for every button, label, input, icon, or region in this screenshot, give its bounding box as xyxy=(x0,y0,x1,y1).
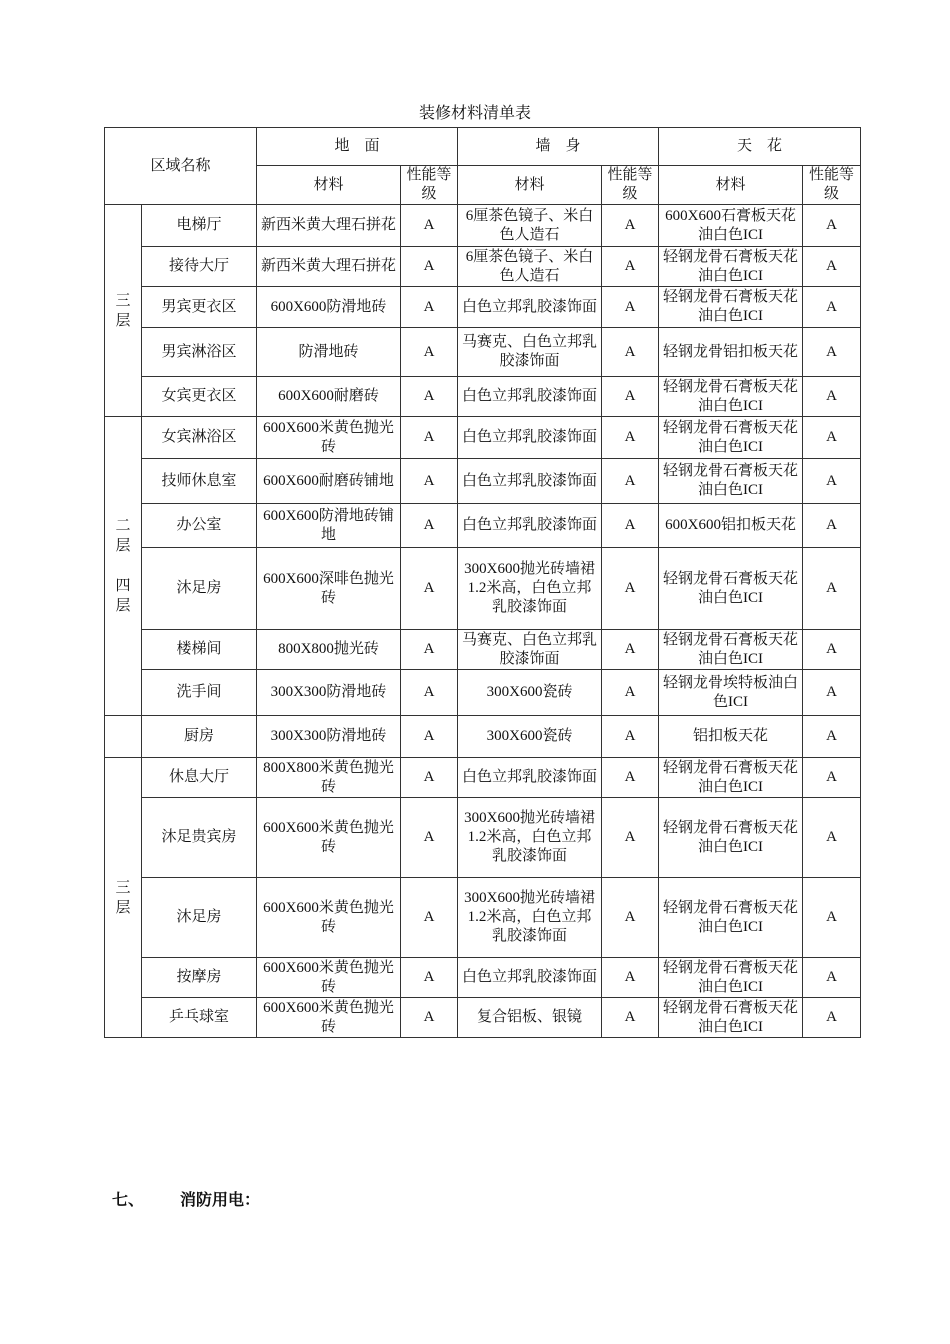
table-row xyxy=(105,205,861,247)
table-row xyxy=(105,716,861,758)
floor-grade-cell: A xyxy=(401,878,458,958)
ceiling-grade-cell: A xyxy=(803,377,861,417)
ceiling-grade-cell: A xyxy=(803,878,861,958)
ceiling-material-cell: 轻钢龙骨石膏板天花油白色ICI xyxy=(659,417,803,459)
floor-label-char: 二 xyxy=(115,518,131,534)
floor-material-cell: 600X600耐磨砖 xyxy=(257,377,401,417)
ceiling-grade-cell: A xyxy=(803,630,861,670)
area-cell: 接待大厅 xyxy=(142,247,257,287)
header-floor-material: 材料 xyxy=(257,166,401,205)
wall-grade-cell: A xyxy=(602,878,659,958)
area-cell: 休息大厅 xyxy=(142,758,257,798)
ceiling-grade-cell: A xyxy=(803,798,861,878)
wall-grade-cell: A xyxy=(602,504,659,548)
wall-grade-cell: A xyxy=(602,328,659,377)
ceiling-material-cell: 轻钢龙骨石膏板天花油白色ICI xyxy=(659,798,803,878)
section-number: 七、 xyxy=(112,1190,145,1209)
wall-material-cell: 300X600抛光砖墙裙1.2米高，白色立邦乳胶漆饰面 xyxy=(458,878,602,958)
area-cell: 沐足房 xyxy=(142,878,257,958)
floor-material-cell: 600X600防滑地砖 xyxy=(257,287,401,328)
section-title: 消防用电： xyxy=(180,1190,261,1209)
floor-label xyxy=(105,716,142,758)
floor-label-char: 四 xyxy=(115,578,131,594)
floor-grade-cell: A xyxy=(401,287,458,328)
area-cell: 女宾更衣区 xyxy=(142,377,257,417)
header-ceiling: 天 花 xyxy=(659,128,861,166)
ceiling-grade-cell: A xyxy=(803,758,861,798)
table-row xyxy=(105,998,861,1038)
floor-grade-cell: A xyxy=(401,328,458,377)
table-row xyxy=(105,459,861,504)
floor-material-cell: 600X600深啡色抛光砖 xyxy=(257,548,401,630)
area-cell: 厨房 xyxy=(142,716,257,758)
table-row xyxy=(105,958,861,998)
ceiling-material-cell: 轻钢龙骨石膏板天花油白色ICI xyxy=(659,459,803,504)
floor-grade-cell: A xyxy=(401,504,458,548)
header-wall: 墙 身 xyxy=(458,128,659,166)
floor-grade-cell: A xyxy=(401,630,458,670)
wall-grade-cell: A xyxy=(602,287,659,328)
floor-material-cell: 600X600米黄色抛光砖 xyxy=(257,958,401,998)
wall-grade-cell: A xyxy=(602,798,659,878)
floor-material-cell: 600X600防滑地砖铺地 xyxy=(257,504,401,548)
ceiling-grade-cell: A xyxy=(803,205,861,247)
wall-grade-cell: A xyxy=(602,205,659,247)
ceiling-grade-cell: A xyxy=(803,328,861,377)
floor-label-char xyxy=(105,556,141,576)
wall-material-cell: 白色立邦乳胶漆饰面 xyxy=(458,459,602,504)
floor-material-cell: 600X600耐磨砖铺地 xyxy=(257,459,401,504)
floor-grade-cell: A xyxy=(401,548,458,630)
ceiling-grade-cell: A xyxy=(803,417,861,459)
floor-material-cell: 600X600米黄色抛光砖 xyxy=(257,878,401,958)
wall-material-cell: 白色立邦乳胶漆饰面 xyxy=(458,417,602,459)
ceiling-material-cell: 轻钢龙骨石膏板天花油白色ICI xyxy=(659,630,803,670)
header-floor: 地 面 xyxy=(257,128,458,166)
floor-grade-cell: A xyxy=(401,247,458,287)
wall-material-cell: 6厘茶色镜子、米白色人造石 xyxy=(458,247,602,287)
area-cell: 办公室 xyxy=(142,504,257,548)
ceiling-material-cell: 600X600铝扣板天花 xyxy=(659,504,803,548)
floor-material-cell: 300X300防滑地砖 xyxy=(257,670,401,716)
wall-material-cell: 白色立邦乳胶漆饰面 xyxy=(458,758,602,798)
table-row xyxy=(105,878,861,958)
wall-grade-cell: A xyxy=(602,548,659,630)
wall-grade-cell: A xyxy=(602,670,659,716)
ceiling-grade-cell: A xyxy=(803,247,861,287)
ceiling-material-cell: 轻钢龙骨铝扣板天花 xyxy=(659,328,803,377)
floor-label-char: 层 xyxy=(115,899,131,916)
ceiling-grade-cell: A xyxy=(803,459,861,504)
floor-label-char: 层 xyxy=(115,598,131,614)
ceiling-material-cell: 轻钢龙骨石膏板天花油白色ICI xyxy=(659,548,803,630)
table-row xyxy=(105,417,861,459)
wall-material-cell: 白色立邦乳胶漆饰面 xyxy=(458,504,602,548)
floor-label xyxy=(105,758,142,1038)
floor-material-cell: 800X800米黄色抛光砖 xyxy=(257,758,401,798)
wall-material-cell: 马赛克、白色立邦乳胶漆饰面 xyxy=(458,328,602,377)
floor-material-cell: 800X800抛光砖 xyxy=(257,630,401,670)
wall-material-cell: 300X600瓷砖 xyxy=(458,716,602,758)
floor-grade-cell: A xyxy=(401,670,458,716)
ceiling-grade-cell: A xyxy=(803,716,861,758)
table-title: 装修材料清单表 xyxy=(418,105,531,122)
header-ceiling-material: 材料 xyxy=(659,166,803,205)
floor-material-cell: 600X600米黄色抛光砖 xyxy=(257,798,401,878)
area-cell: 沐足贵宾房 xyxy=(142,798,257,878)
materials-table xyxy=(104,127,861,1038)
floor-grade-cell: A xyxy=(401,998,458,1038)
header-ceiling-grade: 性能等级 xyxy=(803,166,861,205)
ceiling-material-cell: 轻钢龙骨石膏板天花油白色ICI xyxy=(659,958,803,998)
ceiling-material-cell: 轻钢龙骨石膏板天花油白色ICI xyxy=(659,377,803,417)
header-area: 区域名称 xyxy=(105,128,257,205)
wall-material-cell: 300X600瓷砖 xyxy=(458,670,602,716)
floor-grade-cell: A xyxy=(401,459,458,504)
floor-label-char: 三 xyxy=(115,292,131,309)
floor-label-char: 层 xyxy=(115,538,131,554)
wall-grade-cell: A xyxy=(602,459,659,504)
area-cell: 洗手间 xyxy=(142,670,257,716)
ceiling-grade-cell: A xyxy=(803,504,861,548)
wall-grade-cell: A xyxy=(602,247,659,287)
floor-label xyxy=(105,417,142,716)
ceiling-grade-cell: A xyxy=(803,958,861,998)
header-floor-grade: 性能等级 xyxy=(401,166,458,205)
table-row xyxy=(105,630,861,670)
area-cell: 沐足房 xyxy=(142,548,257,630)
ceiling-material-cell: 轻钢龙骨石膏板天花油白色ICI xyxy=(659,998,803,1038)
ceiling-grade-cell: A xyxy=(803,548,861,630)
floor-grade-cell: A xyxy=(401,798,458,878)
wall-grade-cell: A xyxy=(602,716,659,758)
area-cell: 女宾淋浴区 xyxy=(142,417,257,459)
table-row xyxy=(105,758,861,798)
table-row xyxy=(105,504,861,548)
area-cell: 楼梯间 xyxy=(142,630,257,670)
floor-grade-cell: A xyxy=(401,758,458,798)
ceiling-grade-cell: A xyxy=(803,670,861,716)
table-row xyxy=(105,548,861,630)
wall-material-cell: 马赛克、白色立邦乳胶漆饰面 xyxy=(458,630,602,670)
floor-material-cell: 600X600米黄色抛光砖 xyxy=(257,998,401,1038)
floor-material-cell: 新西米黄大理石拼花 xyxy=(257,205,401,247)
area-cell: 乒乓球室 xyxy=(142,998,257,1038)
ceiling-material-cell: 轻钢龙骨石膏板天花油白色ICI xyxy=(659,878,803,958)
wall-grade-cell: A xyxy=(602,630,659,670)
floor-material-cell: 600X600米黄色抛光砖 xyxy=(257,417,401,459)
floor-material-cell: 防滑地砖 xyxy=(257,328,401,377)
floor-grade-cell: A xyxy=(401,377,458,417)
floor-label-char: 层 xyxy=(115,312,131,329)
wall-material-cell: 300X600抛光砖墙裙1.2米高，白色立邦乳胶漆饰面 xyxy=(458,798,602,878)
area-cell: 按摩房 xyxy=(142,958,257,998)
wall-material-cell: 复合铝板、银镜 xyxy=(458,998,602,1038)
area-cell: 男宾淋浴区 xyxy=(142,328,257,377)
floor-grade-cell: A xyxy=(401,205,458,247)
floor-material-cell: 新西米黄大理石拼花 xyxy=(257,247,401,287)
table-row xyxy=(105,247,861,287)
floor-grade-cell: A xyxy=(401,958,458,998)
wall-grade-cell: A xyxy=(602,758,659,798)
wall-material-cell: 白色立邦乳胶漆饰面 xyxy=(458,377,602,417)
floor-grade-cell: A xyxy=(401,417,458,459)
area-cell: 男宾更衣区 xyxy=(142,287,257,328)
ceiling-material-cell: 轻钢龙骨石膏板天花油白色ICI xyxy=(659,287,803,328)
ceiling-material-cell: 轻钢龙骨石膏板天花油白色ICI xyxy=(659,758,803,798)
table-row xyxy=(105,670,861,716)
wall-grade-cell: A xyxy=(602,998,659,1038)
area-cell: 电梯厅 xyxy=(142,205,257,247)
wall-material-cell: 6厘茶色镜子、米白色人造石 xyxy=(458,205,602,247)
table-row xyxy=(105,377,861,417)
ceiling-material-cell: 轻钢龙骨石膏板天花油白色ICI xyxy=(659,247,803,287)
wall-material-cell: 300X600抛光砖墙裙1.2米高，白色立邦乳胶漆饰面 xyxy=(458,548,602,630)
area-cell: 技师休息室 xyxy=(142,459,257,504)
wall-material-cell: 白色立邦乳胶漆饰面 xyxy=(458,287,602,328)
header-wall-grade: 性能等级 xyxy=(602,166,659,205)
wall-grade-cell: A xyxy=(602,417,659,459)
ceiling-grade-cell: A xyxy=(803,287,861,328)
table-body xyxy=(105,205,861,1038)
floor-label xyxy=(105,205,142,417)
section-heading xyxy=(112,1187,260,1210)
wall-grade-cell: A xyxy=(602,958,659,998)
wall-material-cell: 白色立邦乳胶漆饰面 xyxy=(458,958,602,998)
table-row xyxy=(105,287,861,328)
ceiling-material-cell: 600X600石膏板天花油白色ICI xyxy=(659,205,803,247)
ceiling-material-cell: 铝扣板天花 xyxy=(659,716,803,758)
table-row xyxy=(105,328,861,377)
ceiling-grade-cell: A xyxy=(803,998,861,1038)
floor-label-char: 三 xyxy=(115,879,131,896)
floor-material-cell: 300X300防滑地砖 xyxy=(257,716,401,758)
floor-grade-cell: A xyxy=(401,716,458,758)
table-row xyxy=(105,798,861,878)
wall-grade-cell: A xyxy=(602,377,659,417)
header-wall-material: 材料 xyxy=(458,166,602,205)
ceiling-material-cell: 轻钢龙骨埃特板油白色ICI xyxy=(659,670,803,716)
